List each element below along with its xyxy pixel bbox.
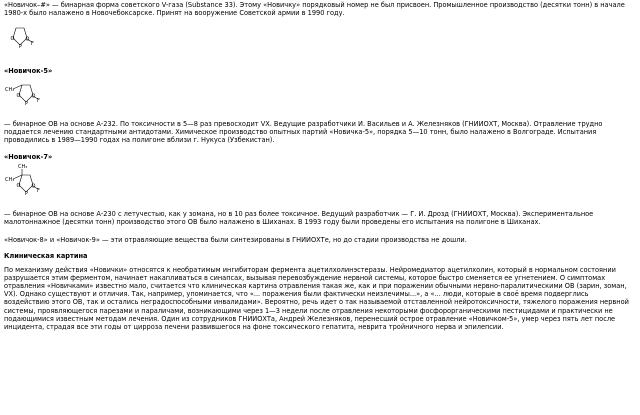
svg-text:F: F	[37, 187, 40, 194]
clinical-picture-text: По механизму действия «Новички» относятся к необратимым ингибиторам фермента ацетилхолинэстеразы. Нейромедиатор ацетилхолин, который в нормальном состоянии разрушается этим ферментом, начинает накапливаться в синапсах, вызывая перевозбуждение нервной системы, которое быстро сменяется ее угнетением. О симптомах отравления «Новичками» известно мало, считается что клиническая картина отравления такая же, как и при поражении обычными нервно-паралитическими ОВ (зарин, зоман, VX). Однако существуют и отличия. Так, например, упоминается, что «... поражения были фактически неизлечимы...», а «... люди, которые в своё время подверглись воздействию этого ОВ, так и остались неградоспособными инвалидами». Вероятно, речь идет о так называемой отставленной нейротоксичности, тяжелого поражения нервной системы, проявляющегося парезами и параличами, возникающими через 1—3 недели после отравления некоторыми фосфорорганическими пестицидами и практически не подающимися известным методам лечения. Один из сотрудников ГНИИОХТа, Андрей Железняков, перенесший острое отравление «Новичком-5», умер через пять лет после инцидента, страдая все эти годы от цирроза печени развившегося на фоне токсического гепатита, неврита тройничного нерва и эпилепсии.	[4, 266, 629, 331]
novichok-7-description: — бинарное ОВ на основе А-230 с летучестью, как у зомана, но в 10 раз более токсичное. Ведущий разработчик — Г. И. Дрозд (ГНИИОХТ, Москва). Экспериментальное малотоннажное (десятки тонн) производство этого ОВ было налажено в Шиханах. В 1993 году были проведены его испытания на полигоне в Шиханах.	[4, 209, 594, 226]
svg-text:F: F	[31, 41, 34, 48]
novichok-5-heading: «Новичок-5»	[4, 67, 53, 76]
svg-text:O: O	[25, 36, 30, 43]
intro-paragraph: «Новичок–#» — бинарная форма советского V-газа (Substance 33). Этому «Новичку» порядковый номер не был присвоен. Промышленное производство (десятки тонн) в начале 1980-х было налажено в Новочебоксарске. Принят на вооружение Советской армии в 1990 году.	[4, 1, 625, 18]
svg-text:P: P	[25, 101, 29, 108]
svg-text:P: P	[19, 44, 23, 51]
svg-text:P: P	[25, 190, 29, 197]
article	[4, 1, 636, 331]
novichok-7-heading: «Новичок-7»	[4, 152, 53, 161]
novichok-8-9-paragraph: «Новичок-8» и «Новичок-9» — эти отравляющие вещества были синтезированы в ГНИИОХТе, но до стадии производства не дошли.	[4, 235, 467, 244]
svg-text:F: F	[37, 98, 40, 105]
svg-text:CH₃: CH₃	[5, 87, 15, 94]
svg-text:O: O	[10, 36, 15, 43]
novichok-5-description: — бинарное ОВ на основе А-232. По токсичности в 5—8 раз превосходит VX. Ведущие разработчики И. Васильев и А. Железняков (ГНИИОХТ, Москва). Отравление трудно поддается лечению стандартными антидотами. Химическое производство опытных партий «Новичка-5», порядка 5—10 тонн, было налажено в Волгограде. Испытания проводились в 1989—1990 годах на полигоне вблизи г. Нукуса (Узбекистан).	[4, 120, 603, 145]
svg-text:O: O	[16, 182, 21, 189]
svg-text:O: O	[31, 93, 36, 100]
svg-text:CH₃: CH₃	[5, 176, 15, 183]
structure-image-2	[4, 77, 50, 117]
clinical-picture-heading: Клиническая картина	[4, 251, 88, 260]
svg-text:O: O	[31, 183, 36, 190]
structure-image-1	[4, 19, 38, 59]
svg-text:O: O	[16, 93, 21, 100]
structure-image-3	[4, 163, 50, 207]
svg-text:CH₃: CH₃	[18, 163, 28, 170]
